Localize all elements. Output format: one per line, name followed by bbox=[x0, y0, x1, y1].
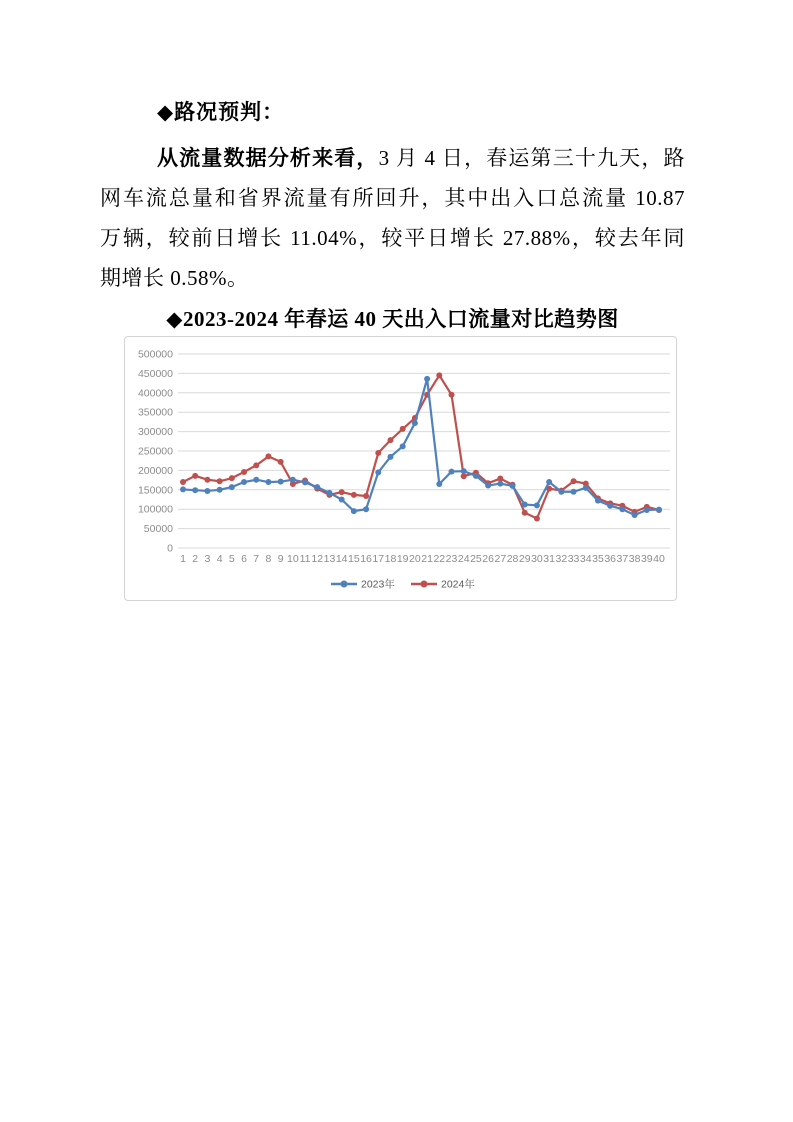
svg-text:24: 24 bbox=[457, 553, 470, 565]
svg-text:9: 9 bbox=[277, 553, 284, 565]
svg-text:21: 21 bbox=[421, 553, 433, 565]
svg-text:26: 26 bbox=[482, 553, 494, 565]
trend-chart bbox=[124, 336, 677, 601]
svg-text:18: 18 bbox=[384, 553, 397, 565]
svg-text:8: 8 bbox=[265, 553, 272, 565]
paragraph-line-1 bbox=[100, 138, 685, 178]
svg-text:12: 12 bbox=[311, 553, 324, 565]
y-axis-labels bbox=[138, 349, 173, 555]
svg-text:2: 2 bbox=[192, 553, 199, 565]
chart-legend bbox=[331, 578, 475, 591]
svg-text:500000: 500000 bbox=[137, 348, 173, 361]
svg-text:14: 14 bbox=[335, 553, 348, 565]
svg-text:16: 16 bbox=[360, 553, 372, 565]
svg-text:28: 28 bbox=[506, 553, 519, 565]
svg-text:6: 6 bbox=[241, 553, 247, 565]
svg-text:25: 25 bbox=[470, 553, 482, 565]
svg-text:39: 39 bbox=[640, 553, 653, 565]
section-heading: ◆路况预判： bbox=[157, 100, 285, 124]
svg-text:31: 31 bbox=[543, 553, 555, 565]
svg-text:23: 23 bbox=[445, 553, 458, 565]
body-paragraph bbox=[100, 138, 685, 298]
svg-text:2023年: 2023年 bbox=[361, 578, 395, 591]
svg-text:350000: 350000 bbox=[137, 406, 173, 419]
svg-text:19: 19 bbox=[396, 553, 409, 565]
svg-text:100000: 100000 bbox=[137, 503, 173, 516]
svg-text:0: 0 bbox=[167, 542, 173, 555]
svg-text:10: 10 bbox=[287, 553, 299, 565]
document-content bbox=[100, 100, 685, 601]
paragraph-line-2: 网车流总量和省界流量有所回升，其中出入口总流量 10.87 bbox=[100, 186, 685, 210]
svg-text:450000: 450000 bbox=[137, 367, 173, 380]
svg-text:27: 27 bbox=[494, 553, 507, 565]
svg-text:1: 1 bbox=[180, 553, 186, 565]
svg-text:300000: 300000 bbox=[137, 426, 173, 439]
svg-text:40: 40 bbox=[653, 553, 665, 565]
gridlines bbox=[178, 354, 670, 548]
x-axis-labels bbox=[180, 553, 665, 565]
svg-text:36: 36 bbox=[604, 553, 617, 565]
svg-text:13: 13 bbox=[323, 553, 336, 565]
svg-text:4: 4 bbox=[216, 553, 223, 565]
svg-text:5: 5 bbox=[228, 553, 235, 565]
svg-text:2024年: 2024年 bbox=[441, 578, 475, 591]
svg-text:38: 38 bbox=[628, 553, 641, 565]
svg-text:400000: 400000 bbox=[137, 387, 173, 400]
trend-chart-svg bbox=[125, 337, 676, 600]
svg-text:37: 37 bbox=[616, 553, 629, 565]
svg-text:33: 33 bbox=[567, 553, 580, 565]
svg-text:29: 29 bbox=[518, 553, 531, 565]
svg-text:150000: 150000 bbox=[137, 484, 173, 497]
series-2024年 bbox=[180, 372, 662, 521]
svg-text:22: 22 bbox=[433, 553, 446, 565]
svg-text:32: 32 bbox=[555, 553, 568, 565]
paragraph-line-3: 万辆，较前日增长 11.04%，较平日增长 27.88%，较去年同 bbox=[100, 226, 685, 250]
paragraph-line-1-rest: 3 月 4 日，春运第三十九天，路 bbox=[378, 146, 685, 170]
svg-text:7: 7 bbox=[253, 553, 260, 565]
chart-title: ◆2023-2024 年春运 40 天出入口流量对比趋势图 bbox=[166, 307, 619, 331]
series-2023年 bbox=[180, 376, 662, 518]
svg-text:34: 34 bbox=[579, 553, 592, 565]
legend-item-2024年 bbox=[411, 578, 475, 591]
svg-text:17: 17 bbox=[372, 553, 385, 565]
svg-text:20: 20 bbox=[409, 553, 421, 565]
svg-text:11: 11 bbox=[299, 553, 311, 565]
svg-text:50000: 50000 bbox=[143, 523, 173, 536]
svg-text:30: 30 bbox=[531, 553, 543, 565]
paragraph-line-4: 期增长 0.58%。 bbox=[100, 266, 249, 290]
svg-text:35: 35 bbox=[592, 553, 604, 565]
paragraph-line-1-bold-lead: 从流量数据分析来看， bbox=[157, 146, 379, 170]
svg-text:3: 3 bbox=[204, 553, 211, 565]
legend-item-2023年 bbox=[331, 578, 395, 591]
svg-text:250000: 250000 bbox=[137, 445, 173, 458]
svg-text:15: 15 bbox=[348, 553, 360, 565]
svg-text:200000: 200000 bbox=[137, 464, 173, 477]
